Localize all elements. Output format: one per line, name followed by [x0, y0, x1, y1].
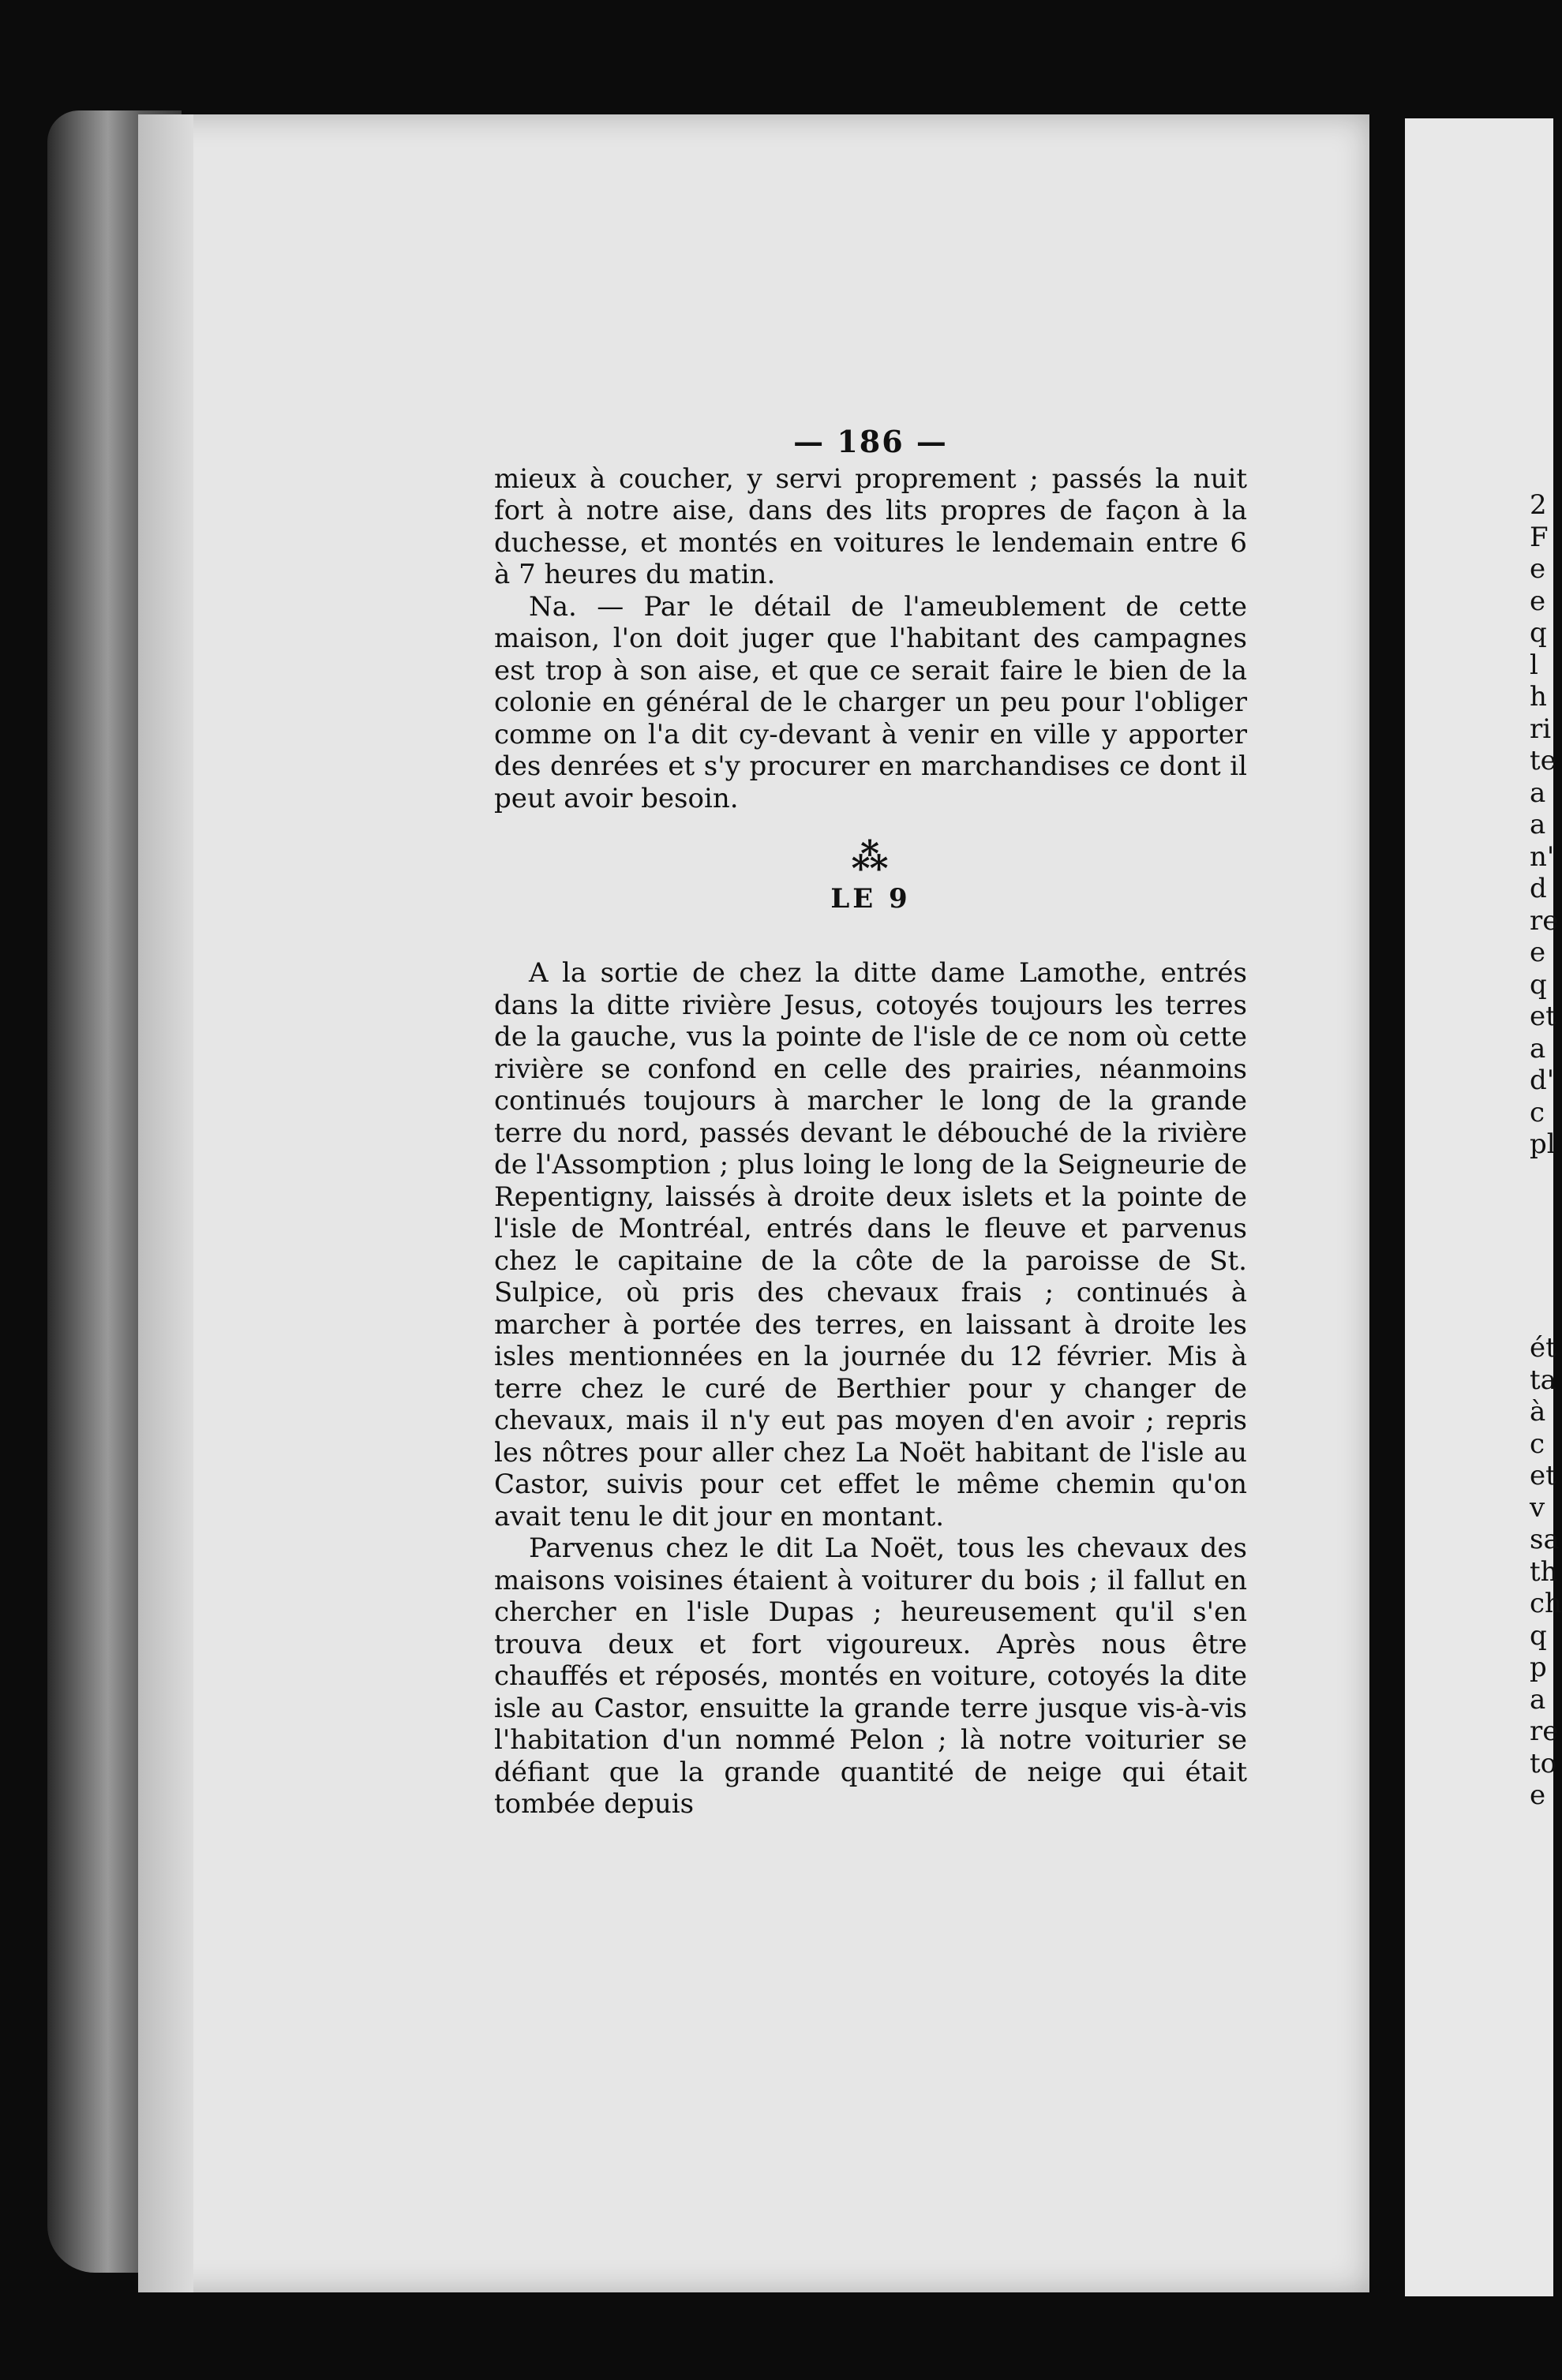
- facing-line: q: [1530, 1619, 1547, 1652]
- facing-line: et: [1530, 1001, 1556, 1032]
- facing-line: d: [1530, 873, 1547, 904]
- facing-line: to: [1530, 1747, 1557, 1779]
- facing-line: p: [1530, 1652, 1547, 1683]
- page-gutter-shadow: [138, 114, 193, 2292]
- facing-line: q: [1530, 617, 1547, 649]
- note-paragraph: Na. — Par le détail de l'ameublement de cette maison, l'on doit juger que l'habitant des campagnes est trop à son aise, et que ce serait faire le bien de la colonie en général de le charger un peu pour l'obliger comme on l'a dit cy-devant à venir en ville y apporter des denrées et s'y procurer en marchandises ce dont il peut avoir besoin.: [494, 590, 1247, 814]
- facing-line: a: [1530, 1683, 1546, 1716]
- facing-page-text-bottom: [1530, 1332, 1562, 1812]
- facing-line: 2: [1530, 489, 1547, 521]
- facing-line: sa: [1530, 1524, 1560, 1555]
- section-heading: LE 9: [830, 882, 911, 915]
- facing-line: th: [1530, 1555, 1558, 1588]
- facing-line: l: [1530, 649, 1538, 681]
- facing-line: c: [1530, 1428, 1545, 1460]
- facing-line: e: [1530, 553, 1546, 585]
- facing-line: ri: [1530, 713, 1552, 745]
- facing-line: ta: [1530, 1364, 1556, 1396]
- facing-line: re: [1530, 1716, 1559, 1747]
- facing-line: ch: [1530, 1588, 1562, 1619]
- paragraph: A la sortie de chez la ditte dame Lamothe, entrés dans la ditte rivière Jesus, cotoyés toujours les terres de la gauche, vus la pointe de l'isle de ce nom où cette rivière se confond en celle des prairies, néanmoins continués toujours à marcher le long de la grande terre du nord, passés devant le débouché de la rivière de l'Assomption ; plus loing le long de la Seigneurie de Repentigny, laissés à droite deux islets et la pointe de l'isle de Montréal, entrés dans le fleuve et parvenus chez le capitaine de la côte de la paroisse de St. Sulpice, où pris des chevaux frais ; continués à marcher à portée des terres, en laissant à droite les isles mentionnées en la journée du 12 février. Mis à terre chez le curé de Berthier pour y changer de chevaux, mais il n'y eut pas moyen d'en avoir ; repris les nôtres pour aller chez La Noët habitant de l'isle au Castor, suivis pour cet effet le même chemin qu'on avait tenu le dit jour en montant.: [494, 957, 1247, 1532]
- facing-line: e: [1530, 1779, 1546, 1811]
- paragraph: Parvenus chez le dit La Noët, tous les chevaux des maisons voisines étaient à voiturer du bois ; il fallut en chercher en l'isle Dupas ; heureusement qu'il s'en trouva deux et fort vigoureux. Après nous être chauffés et réposés, montés en voiture, cotoyés la dite isle au Castor, ensuitte la grande terre jusque vis-à-vis l'habitation d'un nommé Pelon ; là notre voiturier se défiant que la grande quantité de neige qui était tombée depuis: [494, 1532, 1247, 1820]
- facing-line: ét: [1530, 1332, 1556, 1364]
- facing-line: pl: [1530, 1128, 1556, 1160]
- facing-line: à: [1530, 1396, 1546, 1428]
- facing-line: c: [1530, 1096, 1545, 1128]
- facing-line: te: [1530, 745, 1556, 776]
- facing-line: re: [1530, 904, 1559, 937]
- facing-line: n': [1530, 840, 1555, 873]
- facing-line: v: [1530, 1491, 1545, 1524]
- facing-line: e: [1530, 585, 1546, 617]
- facing-line: d': [1530, 1065, 1555, 1096]
- asterism-ornament: ⁂: [851, 836, 890, 878]
- facing-line: F: [1530, 521, 1549, 553]
- facing-line: et: [1530, 1460, 1556, 1491]
- page-number: — 186 —: [793, 424, 948, 459]
- facing-page: [1405, 118, 1562, 2296]
- facing-line: a: [1530, 1032, 1546, 1065]
- facing-line: e: [1530, 937, 1546, 968]
- facing-line: a: [1530, 809, 1546, 840]
- page-text: [494, 426, 1247, 1821]
- facing-line: q: [1530, 968, 1547, 1001]
- paragraph: mieux à coucher, y servi proprement ; passés la nuit fort à notre aise, dans des lits propres de façon à la duchesse, et montés en voitures le lendemain entre 6 à 7 heures du matin.: [494, 462, 1247, 590]
- facing-line: a: [1530, 776, 1546, 809]
- facing-line: h: [1530, 681, 1547, 713]
- facing-page-text-top: [1530, 489, 1559, 1161]
